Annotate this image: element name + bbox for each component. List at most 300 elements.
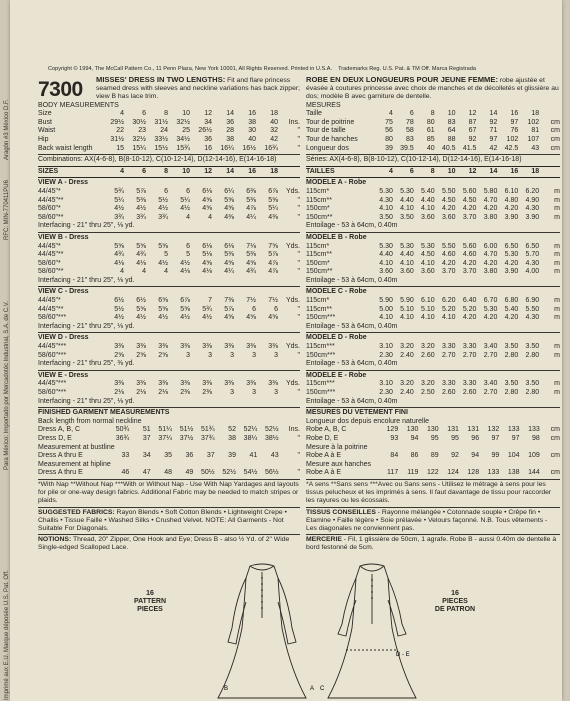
- cell-value: 2.60: [441, 389, 456, 397]
- cell-value: 6: [409, 110, 414, 118]
- cell-value: 4¾: [114, 251, 124, 259]
- cell-value: 99: [491, 452, 500, 460]
- cell-value: 16: [510, 110, 519, 118]
- pattern-pieces-count-fr: 16 PIECES DE PATRON: [434, 590, 476, 613]
- cell-value: 50½: [201, 469, 215, 477]
- table-row: [306, 314, 560, 323]
- row-label: 150cm*: [306, 205, 330, 213]
- fabrics-label: TISSUS CONSEILLES: [306, 508, 376, 516]
- cell-value: 15¾: [176, 144, 190, 152]
- cell-value: 122: [426, 469, 439, 477]
- cell-value: 67: [468, 127, 477, 135]
- cell-value: 2⅛: [136, 389, 146, 397]
- cell-value: 4⅝: [202, 259, 212, 267]
- cell-value: ": [297, 351, 300, 359]
- cell-value: ": [297, 268, 300, 276]
- cell-value: [108, 461, 129, 470]
- cell-value: ": [297, 213, 300, 221]
- table-row: [306, 444, 560, 453]
- cell-value: 93: [390, 434, 399, 442]
- cell-value: 3.60: [421, 213, 435, 221]
- cell-value: 10: [447, 110, 456, 118]
- cell-value: 102: [527, 118, 540, 126]
- interfacing-note: Entoilage - 53 à 64cm, 0.40m: [306, 322, 398, 330]
- row-label: Bust: [38, 118, 53, 126]
- row-values: [372, 380, 560, 389]
- cell-value: 12: [468, 167, 477, 175]
- cell-value: 39: [385, 144, 393, 152]
- row-values: [102, 306, 300, 315]
- cell-value: 3.80: [483, 268, 498, 276]
- row-values: [102, 380, 300, 389]
- cell-value: 5¼: [180, 196, 190, 204]
- cell-value: 4.40: [400, 196, 414, 204]
- row-values: [378, 435, 560, 444]
- row-values: [102, 297, 300, 306]
- cell-value: 6⅝: [158, 297, 168, 305]
- row-label: 44/45"**: [38, 251, 64, 259]
- cell-value: 18: [270, 110, 278, 118]
- description: [38, 76, 300, 102]
- cell-value: 97: [511, 434, 520, 442]
- row-label: 150cm***: [306, 389, 336, 397]
- row-label: Dress A thru E: [38, 469, 83, 477]
- stamp-line: RFC: MIN-770411PU6: [4, 180, 10, 240]
- row-label: Tour de hanches: [306, 135, 358, 143]
- view-title: VIEW B - Dress: [38, 233, 89, 241]
- row-label: 58/60"***: [38, 389, 67, 397]
- cell-value: 42: [270, 135, 278, 143]
- row-values: [102, 251, 300, 260]
- table-row: [38, 343, 300, 352]
- cell-value: 3.20: [400, 343, 414, 351]
- table-row: [38, 469, 300, 478]
- divider: [306, 370, 560, 371]
- cell-value: [172, 444, 193, 453]
- cell-value: 3⅜: [180, 380, 190, 388]
- view-label: A: [310, 686, 315, 692]
- cell-value: 92: [489, 118, 498, 126]
- row-values: [378, 426, 560, 435]
- cell-value: [378, 418, 398, 427]
- table-row: [306, 145, 560, 154]
- description-text: robe ajustée et évasée à coutures princesse avec choix de manches et de décolletés et glissière au dos; modèle B avec garniture de dentelle.: [306, 77, 559, 101]
- row-label: Tour de poitrine: [306, 118, 355, 126]
- cell-value: 51¼: [158, 426, 172, 434]
- row-values: [102, 343, 300, 352]
- table-row: [306, 119, 560, 128]
- cell-value: 6: [252, 305, 256, 313]
- cell-value: 8: [430, 110, 435, 118]
- interfacing-note: Entoilage - 53 à 64cm, 0.40m: [306, 397, 398, 405]
- divider: [306, 332, 560, 333]
- fabrics-text: Rayon Blends • Soft Cotton Blends • Lightweight Crepe • Challis • Tissue Faille • Washed Silks • Crushed Velvet. NOTE: All Garments - Not Suitable For Diagonals.: [38, 508, 287, 532]
- cell-value: m: [554, 305, 561, 313]
- cell-value: 43: [270, 452, 279, 460]
- divider: [38, 332, 300, 333]
- cell-value: 2.70: [483, 351, 498, 359]
- cell-value: 4.50: [441, 196, 456, 204]
- cell-value: 4¼: [246, 213, 256, 221]
- cell-value: [479, 461, 499, 470]
- cell-value: [499, 418, 519, 427]
- cell-value: 40.5: [441, 144, 456, 152]
- cell-value: 4⅛: [136, 259, 146, 267]
- cell-value: 4.10: [421, 314, 435, 322]
- table-row: [38, 168, 300, 177]
- table-row: [306, 110, 560, 119]
- cell-value: 94: [471, 452, 480, 460]
- table-row: [38, 205, 300, 214]
- cell-value: 6⅞: [180, 297, 190, 305]
- cell-value: 5⅝: [224, 196, 234, 204]
- row-label: Tour de taille: [306, 127, 346, 135]
- cell-value: 95: [430, 434, 439, 442]
- cell-value: 5.30: [400, 187, 414, 195]
- cell-value: 23: [138, 127, 146, 135]
- description: [306, 76, 560, 102]
- cell-value: 86: [410, 452, 419, 460]
- cell-value: 124: [447, 469, 459, 477]
- cell-value: 4.30: [525, 314, 540, 322]
- cell-value: 4: [388, 167, 393, 175]
- cell-value: 3⅜: [158, 343, 168, 351]
- cell-value: 3¾: [114, 213, 124, 221]
- cell-value: 4.60: [462, 251, 477, 259]
- cell-value: 3¾: [136, 213, 146, 221]
- nap-note: *With Nap **Without Nap ***With or Without Nap - Use With Nap Yardages and layouts for pile or one-way design fabrics. Additional Fabric may be needed to match stripes or plaids.: [38, 480, 299, 505]
- cell-value: 5.10: [421, 305, 435, 313]
- cell-value: [479, 444, 499, 453]
- cell-value: [108, 444, 129, 453]
- table-row: [38, 389, 300, 398]
- cell-value: 3.30: [441, 380, 456, 388]
- row-values: [372, 251, 560, 260]
- row-values: [372, 127, 560, 136]
- cell-value: 5⅞: [136, 187, 146, 195]
- cell-value: 58: [405, 127, 414, 135]
- cell-value: 3.80: [483, 213, 498, 221]
- side-stamp: [2, 0, 20, 701]
- cell-value: 83: [447, 118, 456, 126]
- cell-value: [129, 444, 150, 453]
- cell-value: 16¾: [264, 144, 278, 152]
- cell-value: 3¾: [158, 213, 168, 221]
- cell-value: 83: [405, 135, 414, 143]
- cell-value: 49: [185, 469, 194, 477]
- cell-value: 37¾: [201, 434, 215, 442]
- divider: [38, 166, 300, 167]
- cell-value: 5¾: [202, 305, 212, 313]
- copyright-line: Copyright © 1994, The McCall Pattern Co., 11 Penn Plaza, New York 10001, All Rights Reserved. Printed in U.S.A. Trademarks Reg. U.S. Pat. & TM Off. Marca Registrada: [48, 66, 476, 72]
- cell-value: 133: [528, 426, 540, 434]
- cell-value: 4½: [136, 205, 146, 213]
- cell-value: 3.10: [379, 343, 393, 351]
- cell-value: 3.40: [483, 343, 498, 351]
- row-values: [372, 389, 560, 398]
- table-row: [306, 469, 560, 478]
- cell-value: 5.30: [400, 242, 414, 250]
- cell-value: 7½: [246, 297, 256, 305]
- cell-value: [279, 418, 300, 427]
- notions: [38, 536, 300, 552]
- cell-value: [193, 418, 214, 427]
- row-values: [102, 205, 300, 214]
- cell-value: 32½: [132, 135, 146, 143]
- cell-value: m: [554, 351, 561, 359]
- cell-value: 5: [164, 251, 168, 259]
- cell-value: 2.80: [525, 389, 540, 397]
- row-values: [378, 461, 560, 470]
- cell-value: 4: [164, 268, 168, 276]
- cell-value: 8: [430, 167, 435, 175]
- cell-value: 37¼: [158, 434, 172, 442]
- cell-value: [151, 418, 172, 427]
- cell-value: 5: [186, 251, 190, 259]
- cell-value: 7⅜: [224, 297, 234, 305]
- cell-value: 6.50: [504, 242, 519, 250]
- table-row: [306, 418, 560, 427]
- cell-value: 3⅜: [246, 343, 256, 351]
- cell-value: 3.60: [421, 268, 435, 276]
- cell-value: 25: [182, 127, 190, 135]
- cell-value: 2.30: [379, 389, 393, 397]
- view-title: VIEW A - Dress: [38, 179, 89, 187]
- cell-value: 4: [388, 110, 393, 118]
- cell-value: 5⅜: [136, 196, 146, 204]
- cell-value: 4⅝: [224, 259, 234, 267]
- cell-value: 133: [507, 426, 520, 434]
- table-row: [306, 251, 560, 260]
- cell-value: 5.30: [421, 242, 435, 250]
- interfacing-note: Interfacing - 21" thru 25", ⅛ yd.: [38, 276, 135, 284]
- cell-value: 4.20: [462, 205, 477, 213]
- row-values: [108, 452, 300, 461]
- cell-value: 5.40: [421, 187, 435, 195]
- cell-value: 2.80: [525, 351, 540, 359]
- cell-value: 3.60: [441, 213, 456, 221]
- cell-value: [540, 461, 560, 470]
- cell-value: 2⅜: [202, 389, 212, 397]
- row-values: [372, 343, 560, 352]
- row-values: [378, 469, 560, 478]
- table-row: [38, 314, 300, 323]
- row-label: 150cm**: [306, 268, 333, 276]
- table-row: [38, 127, 300, 136]
- cell-value: 85: [426, 135, 435, 143]
- cell-value: 6.10: [504, 187, 519, 195]
- cell-value: 4: [120, 167, 124, 175]
- cell-value: 34: [204, 118, 212, 126]
- cell-value: 4½: [202, 314, 212, 322]
- cell-value: m: [554, 213, 561, 221]
- cell-value: 51¾: [201, 426, 215, 434]
- row-values: [102, 168, 300, 177]
- row-label: 44/45"*: [38, 187, 61, 195]
- cell-value: [257, 444, 278, 453]
- cell-value: 4.80: [504, 196, 519, 204]
- cell-value: cm: [550, 452, 560, 460]
- row-values: [372, 306, 560, 315]
- row-label: Robe A à E: [306, 452, 342, 460]
- row-values: [102, 243, 300, 252]
- cell-value: 36¾: [115, 434, 130, 442]
- cell-value: 75: [385, 118, 393, 126]
- table-row: [38, 251, 300, 260]
- cell-value: 5.00: [379, 305, 393, 313]
- cell-value: 39: [228, 452, 236, 460]
- cell-value: 6: [142, 167, 146, 175]
- table-row: [38, 243, 300, 252]
- cell-value: 3.50: [504, 380, 519, 388]
- cell-value: 4⅝: [268, 314, 278, 322]
- cell-value: 37: [142, 434, 151, 442]
- cell-value: Yds.: [285, 380, 300, 388]
- cell-value: 4.20: [483, 205, 498, 213]
- cell-value: 5⅞: [268, 251, 278, 259]
- cell-value: [108, 418, 129, 427]
- notions-text: Thread, 20" Zipper, One Hook and Eye; Dress B - also ½ Yd. of 2" Wide Single-edged Scalloped Lace.: [38, 536, 290, 552]
- row-label: Longueur dos: [306, 144, 349, 152]
- cell-value: 3.90: [525, 213, 540, 221]
- cell-value: 43: [531, 144, 540, 152]
- table-row: [38, 119, 300, 128]
- cell-value: 97: [491, 434, 500, 442]
- row-values: [108, 435, 300, 444]
- cell-value: 64: [447, 127, 456, 135]
- cell-value: 4½: [114, 314, 124, 322]
- cell-value: [479, 418, 499, 427]
- cell-value: Yds.: [285, 297, 300, 305]
- row-label: Measurement at bustline: [38, 443, 115, 451]
- stamp-line: Aragón #3 México D.F.: [4, 99, 10, 160]
- cell-value: 5½: [158, 196, 168, 204]
- view-label: C: [320, 686, 325, 692]
- cell-value: [520, 461, 540, 470]
- cell-value: 2.60: [421, 351, 435, 359]
- table-row: [38, 418, 300, 427]
- cell-value: 35: [164, 452, 172, 460]
- interfacing-note: Interfacing - 21" thru 25", ⅛ yd.: [38, 322, 135, 330]
- cell-value: 5⅝: [114, 242, 124, 250]
- cell-value: 4⅜: [268, 213, 278, 221]
- cell-value: 4½: [158, 259, 168, 267]
- cell-value: [129, 418, 150, 427]
- cell-value: 4⅝: [202, 205, 212, 213]
- divider: [38, 286, 300, 287]
- table-row: [306, 214, 560, 223]
- cell-value: 3.30: [441, 343, 456, 351]
- cell-value: m: [554, 389, 561, 397]
- view-title: MODELE A - Robe: [306, 179, 367, 187]
- cell-value: 10: [447, 167, 456, 175]
- cell-value: 5⅜: [246, 196, 256, 204]
- view-title: VIEW D - Dress: [38, 334, 89, 342]
- pattern-pieces-count: 16 PATTERN PIECES: [133, 590, 167, 613]
- cell-value: 3.30: [462, 343, 477, 351]
- cell-value: 87: [468, 118, 477, 126]
- cell-value: 4⅜: [224, 213, 234, 221]
- row-label: Robe D, E: [306, 434, 339, 442]
- cell-value: [459, 444, 479, 453]
- cell-value: 6⅞: [268, 187, 278, 195]
- row-label: 115cm**: [306, 305, 332, 313]
- cell-value: 6: [186, 187, 190, 195]
- row-label: 58/60"*: [38, 259, 61, 267]
- cell-value: 5¼: [268, 205, 278, 213]
- cell-value: 22: [116, 127, 124, 135]
- cell-value: 3.70: [462, 268, 477, 276]
- cell-value: 4.40: [379, 251, 393, 259]
- cell-value: 3: [252, 351, 256, 359]
- cell-value: 12: [204, 167, 212, 175]
- row-values: [372, 188, 560, 197]
- row-values: [372, 268, 560, 277]
- cell-value: 4.10: [421, 205, 435, 213]
- cell-value: Yds.: [285, 343, 300, 351]
- divider: [38, 177, 300, 178]
- cell-value: 14: [489, 110, 498, 118]
- cell-value: cm: [550, 144, 561, 152]
- cell-value: 52: [228, 426, 236, 434]
- table-row: [306, 306, 560, 315]
- cell-value: 80: [426, 118, 435, 126]
- table-row: [38, 426, 300, 435]
- cell-value: 61: [426, 127, 435, 135]
- cell-value: 84: [390, 452, 399, 460]
- cell-value: m: [554, 187, 561, 195]
- cell-value: m: [554, 259, 561, 267]
- notions-label: NOTIONS:: [38, 536, 72, 544]
- cell-value: 3⅜: [246, 380, 256, 388]
- cell-value: 12: [204, 110, 212, 118]
- cell-value: 5⅝: [136, 305, 146, 313]
- cell-value: 4: [120, 268, 124, 276]
- cell-value: 4.20: [441, 259, 456, 267]
- cell-value: 37½: [179, 434, 194, 442]
- cell-value: 5¾: [114, 187, 124, 195]
- cell-value: 5.20: [441, 305, 456, 313]
- cell-value: 3⅜: [268, 343, 278, 351]
- cell-value: 78: [405, 118, 414, 126]
- cell-value: 6.50: [525, 242, 540, 250]
- stamp-line: Imprimé aux E.U. Marque déposée U.S. Pat. Off.: [4, 570, 10, 700]
- cell-value: 71: [489, 127, 498, 135]
- cell-value: [151, 461, 172, 470]
- cell-value: 56½: [265, 469, 279, 477]
- row-values: [372, 168, 560, 177]
- description-title: ROBE EN DEUX LONGUEURS POUR JEUNE FEMME:: [306, 75, 498, 84]
- row-label: Dress A thru E: [38, 452, 83, 460]
- cell-value: 96: [471, 434, 480, 442]
- cell-value: [151, 444, 172, 453]
- cell-value: 38: [228, 434, 236, 442]
- table-row: [306, 168, 560, 177]
- cell-value: 6.80: [504, 297, 519, 305]
- cell-value: 5.30: [504, 251, 519, 259]
- row-values: [372, 352, 560, 361]
- cell-value: ": [297, 144, 300, 152]
- row-values: [102, 145, 300, 154]
- cell-value: 31½: [154, 118, 168, 126]
- row-values: [372, 119, 560, 128]
- cell-value: 2⅛: [158, 389, 168, 397]
- cell-value: 40: [248, 135, 256, 143]
- cell-value: 95: [451, 434, 459, 442]
- row-label: 58/60"**: [38, 268, 64, 276]
- cell-value: ": [297, 314, 300, 322]
- cell-value: m: [554, 196, 561, 204]
